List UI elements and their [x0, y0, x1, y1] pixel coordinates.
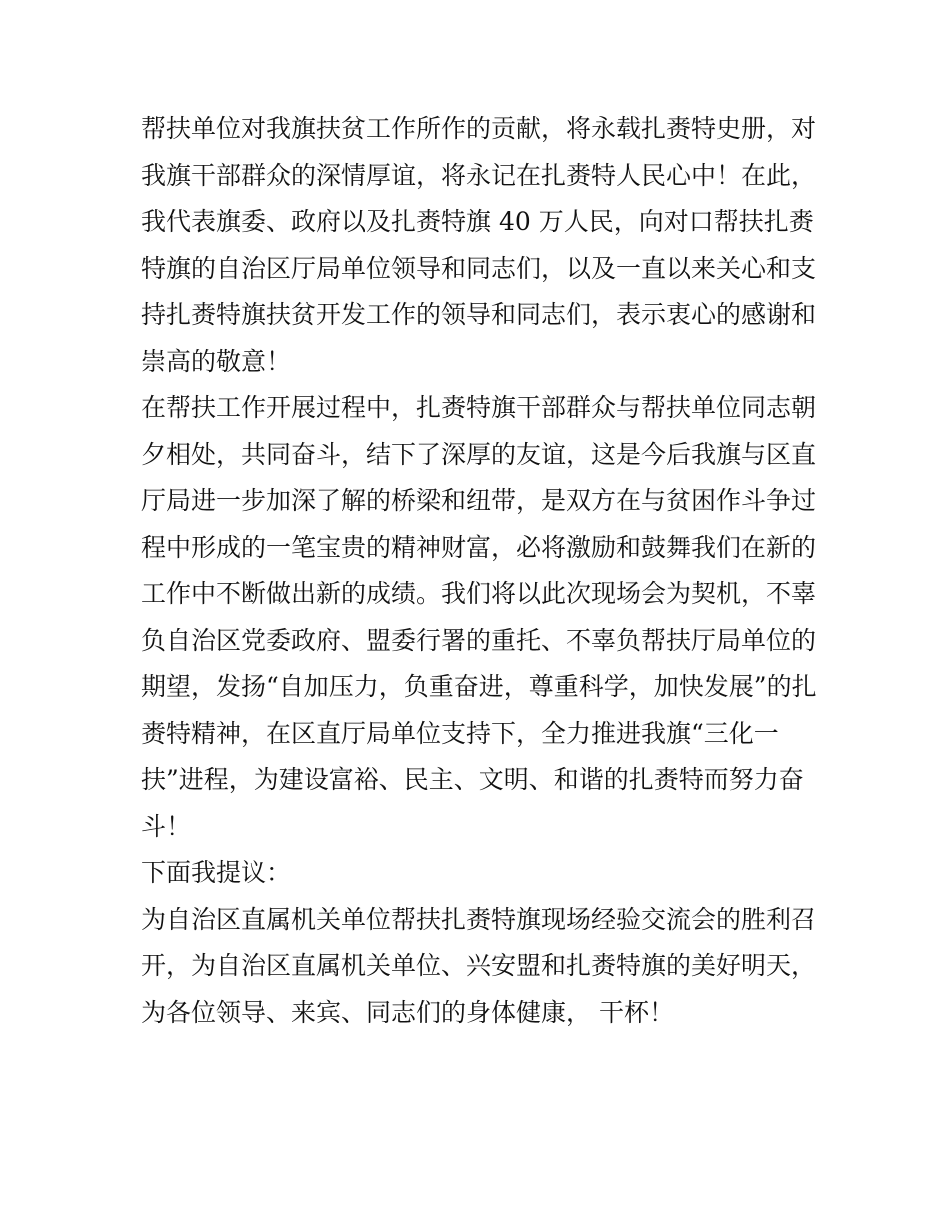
text-line: 持扎赉特旗扶贫开发工作的领导和同志们，表示衷心的感谢和: [141, 300, 817, 329]
text-line: 开，为自治区直属机关单位、兴安盟和扎赉特旗的美好明天，: [141, 951, 817, 980]
text-line: 赉特精神，在区直厅局单位支持下，全力推进我旗“三化一: [141, 718, 779, 748]
text-line: 崇高的敬意！: [141, 346, 292, 376]
text-line: 程中形成的一笔宝贵的精神财富，必将激励和鼓舞我们在新的: [141, 532, 817, 562]
text-line: 为自治区直属机关单位帮扶扎赉特旗现场经验交流会的胜利召: [141, 904, 817, 934]
text-line: 我旗干部群众的深情厚谊，将永记在扎赉特人民心中！在此，: [141, 160, 817, 190]
text-line: 工作中不断做出新的成绩。我们将以此次现场会为契机，不辜: [141, 579, 817, 608]
text-line: 下面我提议：: [141, 858, 292, 887]
text-line: 我代表旗委、政府以及扎赉特旗 40 万人民，向对口帮扶扎赉: [141, 207, 814, 236]
text-line: 扶”进程，为建设富裕、民主、文明、和谐的扎赉特而努力奋: [141, 765, 804, 794]
text-line: 厅局进一步加深了解的桥梁和纽带，是双方在与贫困作斗争过: [141, 486, 817, 515]
text-line: 斗！: [141, 811, 192, 841]
text-line: 为各位领导、来宾、同志们的身体健康， 干杯！: [141, 997, 674, 1027]
text-line: 帮扶单位对我旗扶贫工作所作的贡献，将永载扎赉特史册，对: [141, 114, 817, 143]
text-line: 特旗的自治区厅局单位领导和同志们，以及一直以来关心和支: [141, 253, 817, 283]
text-line: 夕相处，共同奋斗，结下了深厚的友谊，这是今后我旗与区直: [141, 439, 817, 469]
text-line: 负自治区党委政府、盟委行署的重托、不辜负帮扶厅局单位的: [141, 625, 817, 655]
text-line: 期望，发扬“自加压力，负重奋进，尊重科学，加快发展”的扎: [141, 672, 817, 701]
body-text: [141, 106, 821, 1036]
text-line: 在帮扶工作开展过程中，扎赉特旗干部群众与帮扶单位同志朝: [141, 393, 817, 422]
